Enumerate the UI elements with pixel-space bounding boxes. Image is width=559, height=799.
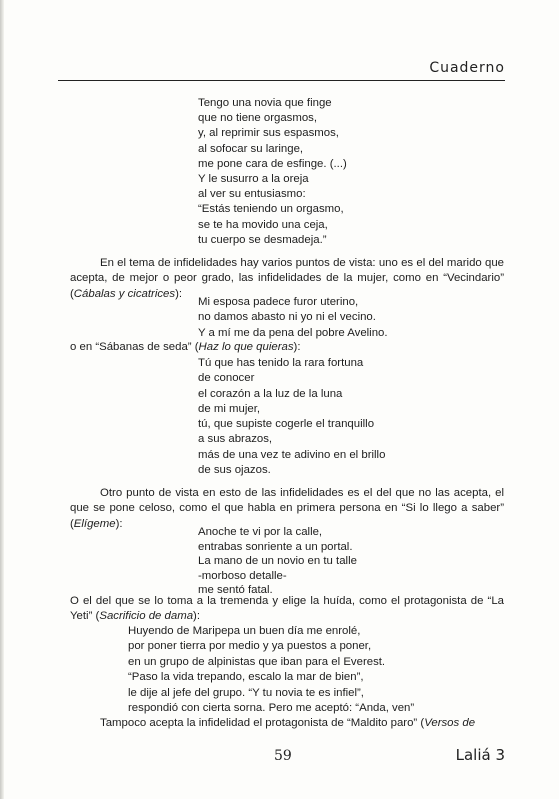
- verse-line: tú, que supiste cogerle el tranquillo: [198, 418, 375, 431]
- verse-line: a sus abrazos,: [198, 433, 273, 446]
- verse-line: no damos abasto ni yo ni el vecino.: [198, 311, 376, 324]
- poem-stanza-5: [128, 624, 414, 716]
- verse-line: respondió con cierta sorna. Pero me aceptó: “Anda, ven”: [128, 702, 415, 715]
- verse-line: al ver su entusiasmo:: [198, 188, 306, 201]
- transition-text: o en “Sábanas de seda” (: [70, 341, 199, 353]
- verse-line: entrabas sonriente a un portal.: [198, 540, 353, 553]
- page-number: 59: [274, 748, 292, 764]
- paragraph-escape: [70, 594, 504, 625]
- transition-text-end: ):: [293, 341, 301, 353]
- verse-line: Mi esposa padece furor uterino,: [198, 296, 359, 308]
- verse-line: tu cuerpo se desmadeja.”: [198, 233, 327, 246]
- book-reference: Sacrificio de dama: [99, 610, 194, 623]
- verse-line: Huyendo de Maripepa un buen día me enrolé,: [128, 625, 361, 637]
- poem-stanza-3: [198, 356, 385, 478]
- verse-line: Anoche te vi por la calle,: [198, 526, 323, 538]
- book-reference: Elígeme: [73, 517, 116, 530]
- verse-line: por poner tierra por medio y ya puestos a poner,: [128, 640, 372, 653]
- verse-line: más de una vez te adivino en el brillo: [198, 448, 386, 461]
- book-reference: Versos de: [424, 717, 476, 729]
- verse-line: en un grupo de alpinistas que iban para el Everest.: [128, 655, 386, 668]
- verse-line: “Paso la vida trepando, escalo la mar de bien”,: [128, 671, 364, 684]
- poem-stanza-1: [198, 96, 347, 248]
- book-reference: Cábalas y cicatrices: [73, 287, 176, 300]
- poem-stanza-4: [198, 525, 357, 598]
- paragraph-text-end: ):: [175, 287, 183, 300]
- poem-stanza-2: [198, 295, 388, 341]
- book-reference: Haz lo que quieras: [198, 341, 294, 353]
- paragraph-text: O el del que se lo toma a la tremenda y elige la huída, como el protagonista de “La Yeti” (: [70, 595, 504, 623]
- paragraph-text: Tampoco acepta la infidelidad el protagonista de “Maldito paro” (: [100, 717, 425, 729]
- verse-line: que no tiene orgasmos,: [198, 112, 318, 125]
- verse-line: de sus ojazos.: [198, 464, 271, 477]
- verse-line: -morboso detalle-: [198, 569, 287, 582]
- verse-line: Tengo una novia que finge: [198, 97, 332, 109]
- paragraph-text-end: ):: [115, 517, 123, 530]
- verse-line: le dije al jefe del grupo. “Y tu novia te es infiel”,: [128, 686, 364, 699]
- verse-line: Y le susurro a la oreja: [198, 173, 309, 186]
- verse-line: “Estás teniendo un orgasmo,: [198, 203, 344, 216]
- magazine-name: Laliá 3: [455, 746, 505, 764]
- verse-line: me sentó fatal.: [198, 584, 273, 597]
- verse-line: Y a mí me da pena del pobre Avelino.: [198, 326, 388, 339]
- header-rule: [58, 80, 505, 81]
- transition-line: [70, 340, 301, 356]
- verse-line: La mano de un novio en tu talle: [198, 555, 357, 568]
- paragraph-maldito-paro: [70, 716, 504, 731]
- verse-line: el corazón a la luz de la luna: [198, 387, 343, 400]
- page-edge-shadow: [0, 0, 4, 799]
- paragraph-text: En el tema de infidelidades hay varios puntos de vista: uno es el del marido que acepta, de mejor o peor grado, las infidelidades de la mujer, como en “Vecindario” (: [70, 257, 504, 300]
- verse-line: y, al reprimir sus espasmos,: [198, 127, 339, 140]
- paragraph-text: Otro punto de vista en esto de las infidelidades es el del que no las acepta, el que se pone celoso, como el que habla en primera persona en “Si lo llego a saber” (: [70, 487, 504, 530]
- verse-line: me pone cara de esfinge. (...): [198, 157, 347, 170]
- verse-line: se te ha movido una ceja,: [198, 218, 328, 231]
- verse-line: de conocer: [198, 372, 255, 385]
- verse-line: de mi mujer,: [198, 402, 261, 415]
- verse-line: al sofocar su laringe,: [198, 142, 304, 155]
- section-title: Cuaderno: [429, 60, 505, 76]
- verse-line: Tú que has tenido la rara fortuna: [198, 357, 364, 369]
- paragraph-text-end: ):: [193, 610, 201, 623]
